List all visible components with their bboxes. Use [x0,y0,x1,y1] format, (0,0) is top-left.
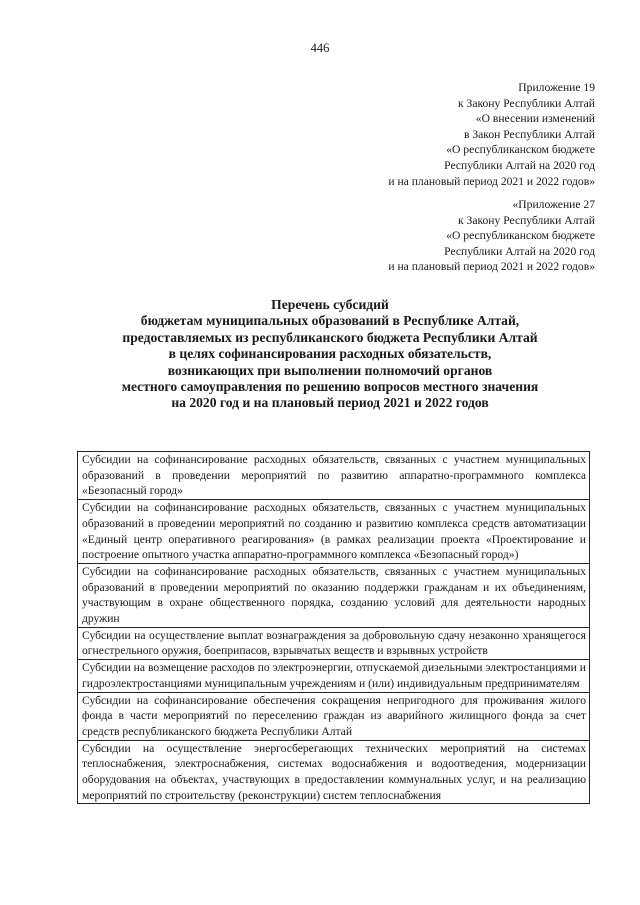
appendix-old-line: «Приложение 27 [512,198,595,211]
table-row [78,660,590,692]
table-row [78,740,590,804]
page-number: 446 [310,41,330,55]
title-line: Перечень субсидий [271,297,389,312]
subsidies-table [77,451,590,804]
appendix-new-line: Республики Алтай на 2020 год [444,158,595,172]
subsidy-cell: Субсидии на возмещение расходов по электроэнергии, отпускаемой дизельными электростанциями и гидроэлектростанциями муниципальным учреждениям и (или) индивидуальным предпринимателям [78,660,590,692]
title-line: местного самоуправления по решению вопросов местного значения [121,379,539,395]
appendix-old-line: к Закону Республики Алтай [457,213,595,227]
title-line: бюджетам муниципальных образований в Республике Алтай, [140,313,520,329]
title-line: на 2020 год и на плановый период 2021 и 2022 годов [171,395,489,411]
appendix-header-old [388,197,595,275]
table-row [78,452,590,500]
appendix-old-line: и на плановый период 2021 и 2022 годов» [388,260,595,274]
subsidy-cell: Субсидии на софинансирование расходных обязательств, связанных с участием муниципальных образований в проведении мероприятий по развитию аппаратно-программного комплекса «Безопасный город» [78,452,590,500]
subsidy-cell: Субсидии на осуществление выплат вознаграждения за добровольную сдачу незаконно хранящегося огнестрельного оружия, боеприпасов, взрывчатых веществ и взрывных устройств [78,627,590,659]
appendix-old-line: Республики Алтай на 2020 год [444,244,595,258]
appendix-new-line: «О внесении изменений [475,112,595,126]
title-line: в целях софинансирования расходных обязательств, [168,346,492,362]
subsidy-cell: Субсидии на софинансирование расходных обязательств, связанных с участием муниципальных образований в проведении мероприятий по оказанию поддержки гражданам и их объединениям, участвующим в охране общественного порядка, созданию условий для деятельности народных дружин [78,563,590,627]
appendix-new-line: и на плановый период 2021 и 2022 годов» [388,174,595,188]
appendix-new-line: Приложение 19 [518,81,595,94]
title-line: предоставляемых из республиканского бюджета Республики Алтай [122,329,538,345]
subsidy-cell: Субсидии на софинансирование расходных обязательств, связанных с участием муниципальных образований в проведении мероприятий по созданию и развитию комплекса средств автоматизации «Единый центр оперативного реагирования» (в рамках реализации проекта «Проектирование и построение опытного участка аппаратно-программного комплекса «Безопасный город») [78,500,590,564]
appendix-old-line: «О республиканском бюджете [446,229,595,243]
subsidy-cell: Субсидии на софинансирование обеспечения сокращения непригодного для проживания жилого фонда в части мероприятий по переселению граждан из аварийного жилищного фонда за счет средств республиканского бюджета Республики Алтай [78,692,590,740]
subsidy-cell: Субсидии на осуществление энергосберегающих технических мероприятий на системах теплоснабжения, электроснабжения, системах водоснабжения и водоотведения, модернизации оборудования на объектах, участвующих в предоставлении коммунальных услуг, и на реализацию мероприятий по строительству (реконструкции) систем теплоснабжения [78,740,590,804]
table-row [78,627,590,659]
table-row [78,563,590,627]
appendix-new-line: к Закону Республики Алтай [457,96,595,110]
appendix-new-line: в Закон Республики Алтай [463,127,595,141]
title-line: возникающих при выполнении полномочий органов [167,362,493,378]
table-row [78,692,590,740]
appendix-header-new [388,80,595,189]
document-title [60,297,600,412]
appendix-new-line: «О республиканском бюджете [446,143,595,157]
table-row [78,500,590,564]
